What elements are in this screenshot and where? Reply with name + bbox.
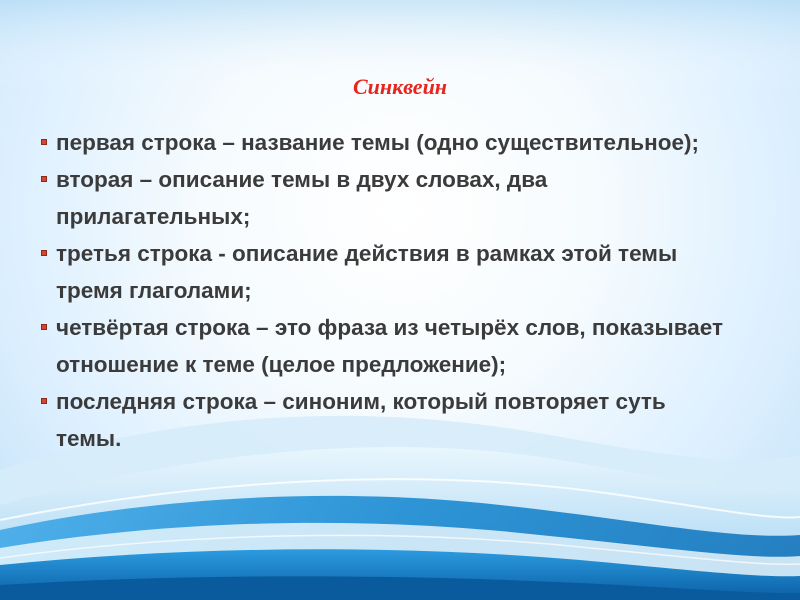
bullet-list (41, 124, 731, 457)
list-item-text: последняя строка – синоним, который повторяет суть темы. (56, 389, 666, 451)
list-item (41, 124, 731, 161)
square-bullet-icon (41, 139, 47, 145)
list-item (41, 383, 731, 457)
list-item (41, 161, 731, 235)
list-item-text: первая строка – название темы (одно существительное); (56, 130, 699, 155)
list-item (41, 235, 731, 309)
list-item-text: вторая – описание темы в двух словах, два прилагательных; (56, 167, 548, 229)
square-bullet-icon (41, 250, 47, 256)
square-bullet-icon (41, 176, 47, 182)
list-item-text: четвёртая строка – это фраза из четырёх слов, показывает отношение к теме (целое предложение); (56, 315, 723, 377)
list-item-text: третья строка - описание действия в рамках этой темы тремя глаголами; (56, 241, 678, 303)
square-bullet-icon (41, 324, 47, 330)
slide-title: Синквейн (352, 74, 448, 99)
list-item (41, 309, 731, 383)
square-bullet-icon (41, 398, 47, 404)
